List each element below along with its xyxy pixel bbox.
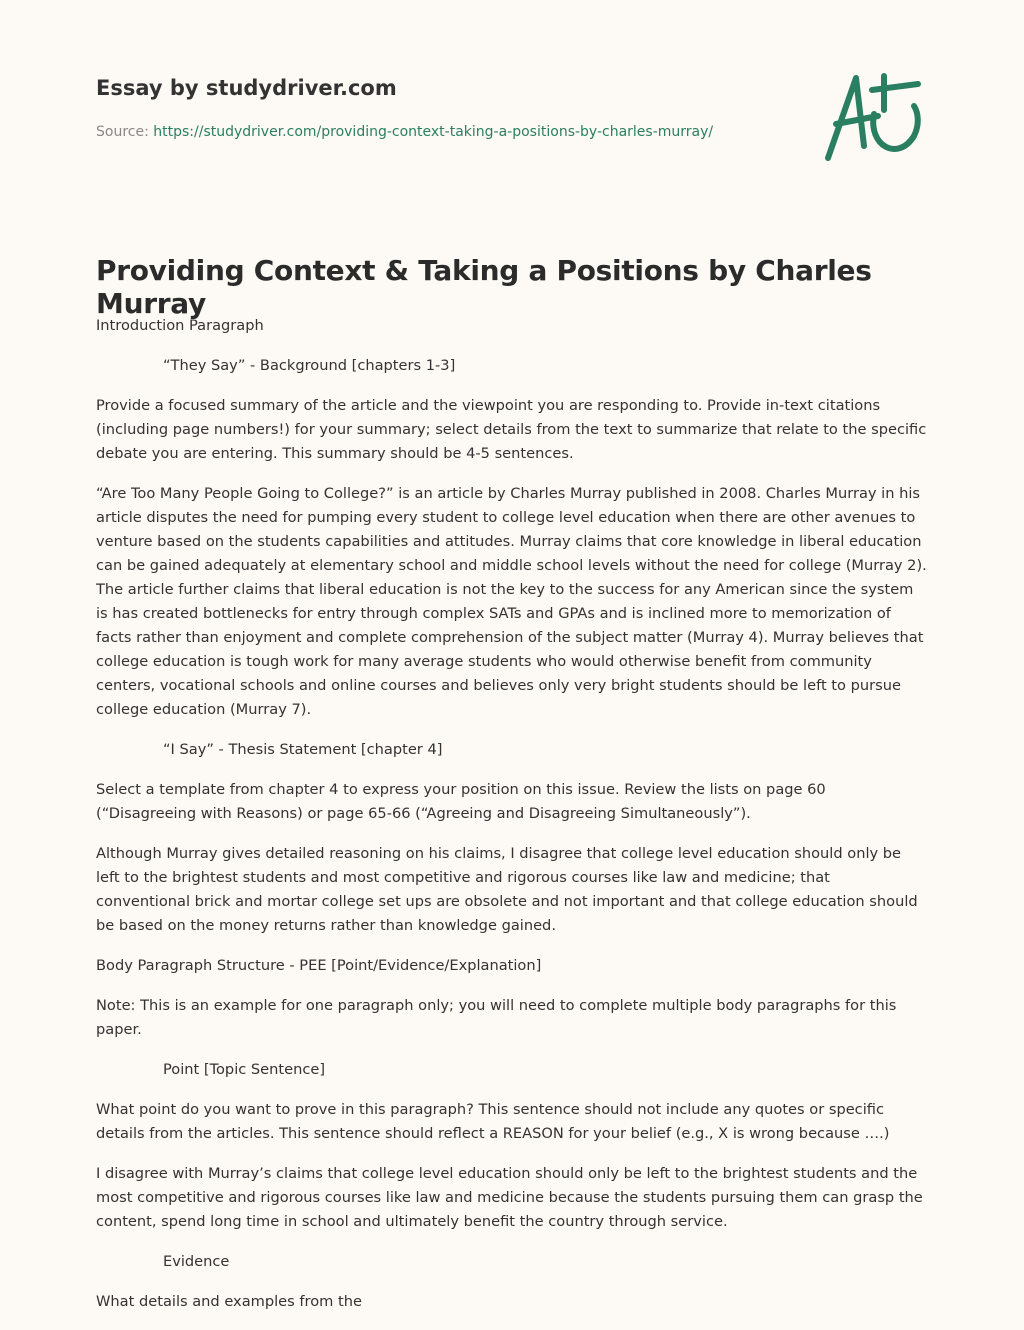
paragraph: Although Murray gives detailed reasoning on his claims, I disagree that college level education should only be left to the brightest students and most competitive and rigorous courses like law and medicine; that conventional brick and mortar college set ups are obsolete and not important and that college education should be based on the money returns rather than knowledge gained. <box>96 845 918 934</box>
source-link[interactable]: https://studydriver.com/providing-context-taking-a-positions-by-charles-murray/ <box>153 124 714 140</box>
source-line <box>96 124 713 140</box>
source-label: Source: <box>96 124 149 140</box>
page-header <box>0 0 1024 200</box>
paragraph: Note: This is an example for one paragraph only; you will need to complete multiple body paragraphs for this paper. <box>96 997 897 1038</box>
a-plus-logo-icon <box>818 66 928 166</box>
paragraph: Select a template from chapter 4 to express your position on this issue. Review the lists on page 60 (“Disagreeing with Reasons) or page 65-66 (“Agreeing and Disagreeing Simultaneously”). <box>96 781 826 822</box>
paragraph: I disagree with Murray’s claims that college level education should only be left to the brightest students and the most competitive and rigorous courses like law and medicine because the students pursuing them can grasp the content, spend long time in school and ultimately benefit the country through service. <box>96 1165 923 1230</box>
section-heading: Body Paragraph Structure - PEE [Point/Evidence/Explanation] <box>96 957 542 974</box>
essay-body <box>96 314 928 1330</box>
subheading: Point [Topic Sentence] <box>163 1061 326 1078</box>
subheading: Evidence <box>163 1253 230 1270</box>
section-heading: Introduction Paragraph <box>96 317 264 334</box>
paragraph: “Are Too Many People Going to College?” is an article by Charles Murray published in 2008. Charles Murray in his article disputes the need for pumping every student to college level education when there are other avenues to venture based on the students capabilities and attitudes. Murray claims that core knowledge in liberal education can be gained adequately at elementary school and middle school levels without the need for college (Murray 2). The article further claims that liberal education is not the key to the success for any American since the system is has created bottlenecks for entry through complex SATs and GPAs and is inclined more to memorization of facts rather than enjoyment and complete comprehension of the subject matter (Murray 4). Murray believes that college education is tough work for many average students who would otherwise benefit from community centers, vocational schools and online courses and believes only very bright students should be left to pursue college education (Murray 7). <box>96 485 927 718</box>
subheading: “I Say” - Thesis Statement [chapter 4] <box>163 741 443 758</box>
paragraph: Provide a focused summary of the article and the viewpoint you are responding to. Provide in-text citations (including page numbers!) for your summary; select details from the text to summarize that relate to the specific debate you are entering. This summary should be 4-5 sentences. <box>96 397 927 462</box>
site-title: Essay by studydriver.com <box>96 76 397 100</box>
paragraph: What point do you want to prove in this paragraph? This sentence should not include any quotes or specific details from the articles. This sentence should reflect a REASON for your belief (e.g., X is wrong because ….) <box>96 1101 890 1142</box>
essay-title: Providing Context & Taking a Positions by Charles Murray <box>96 254 872 320</box>
paragraph: What details and examples from the <box>96 1293 362 1310</box>
subheading: “They Say” - Background [chapters 1-3] <box>163 357 456 374</box>
